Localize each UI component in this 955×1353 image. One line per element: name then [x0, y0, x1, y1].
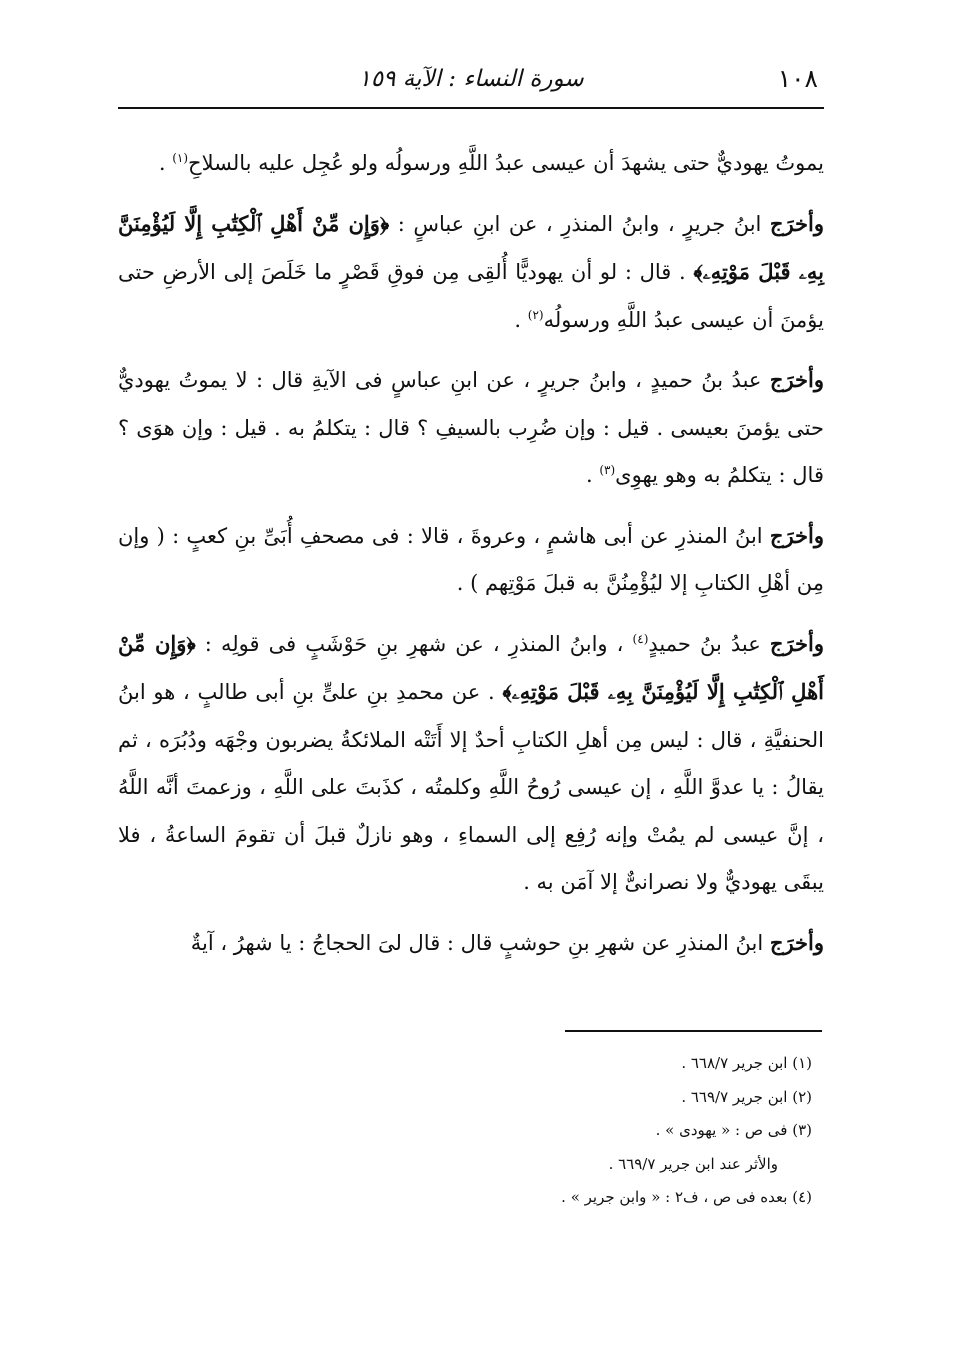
- footnote: (١) ابن جرير ٦٦٨/٧ .: [681, 1054, 812, 1072]
- paragraph: [118, 140, 824, 188]
- text-run: . قال : لو أن يهوديًّا أُلقِى مِن فوقِ قَصْرٍ ما خَلَصَ إلى الأرضِ حتى يؤمنَ أن عيسى عبدُ اللَّهِ ورسولُه: [118, 260, 824, 332]
- paragraph: [118, 512, 824, 608]
- paragraph-lead: وأخرَج: [769, 630, 824, 656]
- text-run: عبدُ بنُ حميدٍ ، وابنُ جريرٍ ، عن ابنِ عباسٍ فى الآيةِ قال : لا يموتُ يهوديٌّ حتى يؤمنَ بعيسى . قيل : وإن ضُرِب بالسيفِ ؟ قال : يتكلمُ به . قيل : وإن هوَى ؟ قال : يتكلمُ به وهو يهوِى: [118, 368, 824, 487]
- footnotes: [420, 1047, 812, 1215]
- footnote-ref: (٤): [632, 631, 649, 646]
- footnote: (٢) ابن جرير ٦٦٩/٧ .: [681, 1087, 812, 1106]
- text-run: .: [585, 463, 600, 487]
- page-header: [118, 58, 824, 102]
- footnote-rule: [565, 1030, 822, 1032]
- paragraph-lead: وأخرَج: [769, 522, 824, 548]
- text-run: . عن محمدِ بنِ علىٍّ بنِ أبى طالبٍ ، هو ابنُ الحنفيَّةِ ، قال : ليس مِن أهلِ الكتابِ أحدٌ إلا أَتَتْه الملائكةُ يضربون وجْهَه ودُبُرَه ، ثم يقالُ : يا عدوَّ اللَّهِ ، إن عيسى رُوحُ اللَّهِ وكلمتُه ، كذَبتَ على اللَّهِ ، وزعمتَ أنَّه اللَّهُ ، إنَّ عيسى لم يمُتْ وإنه رُفِع إلى السماءِ ، وهو نازلٌ قبلَ أن تقومَ الساعةُ ، فلا يبقَى يهوديٌّ ولا نصرانىٌّ إلا آمَن به .: [118, 680, 824, 894]
- text-run: يموتُ يهوديٌّ حتى يشهدَ أن عيسى عبدُ اللَّهِ ورسولُه ولو عُجِل عليه بالسلاحِ: [188, 151, 824, 175]
- page-number: ١٠٨: [777, 64, 818, 93]
- running-title: سورة النساء : الآية ١٥٩: [358, 66, 584, 92]
- paragraph-lead: وأخرَج: [769, 367, 824, 392]
- text-run: .: [514, 307, 528, 332]
- header-rule: [118, 107, 824, 109]
- text-run: عبدُ بنُ حميدٍ: [648, 631, 770, 656]
- footnote-ref: (٢): [527, 307, 544, 322]
- paragraph: [118, 620, 824, 907]
- quran-quote: ﴿وَإِن مِّنْ أَهْلِ ٱلْكِتَٰبِ إِلَّا لَيُؤْمِنَنَّ بِهِۦ قَبْلَ مَوْتِهِۦ﴾: [118, 210, 824, 284]
- text-run: ابنُ المنذرِ عن شهرِ بنِ حوشبٍ قال : قال لىَ الحجاجُ : يا شهرُ ، آيةٌ: [190, 930, 770, 955]
- text-run: .: [158, 151, 173, 175]
- footnote: (٣) فى ص : « يهودى » .: [655, 1121, 812, 1139]
- text-run: ، وابنُ المنذرِ ، عن شهرِ بنِ حَوْشَبٍ فى قولِه :: [195, 631, 633, 656]
- footnote: (٤) بعده فى ص ، ف٢ : « وابن جرير » .: [561, 1188, 812, 1206]
- paragraph: [118, 200, 824, 345]
- text-run: ابنُ جريرٍ ، وابنُ المنذرِ ، عن ابنِ عباسٍ :: [389, 211, 770, 236]
- main-text: [118, 140, 824, 979]
- paragraph: [118, 356, 824, 500]
- footnote-ref: (٣): [599, 463, 616, 477]
- paragraph-lead: وأخرَج: [769, 929, 824, 955]
- quran-quote: ﴿وَإِن مِّنْ أَهْلِ ٱلْكِتَٰبِ إِلَّا لَيُؤْمِنَنَّ بِهِۦ قَبْلَ مَوْتِهِۦ﴾: [118, 630, 824, 704]
- footnote-ref: (١): [172, 151, 189, 165]
- paragraph: [118, 919, 824, 968]
- text-run: ابنُ المنذرِ عن أبى هاشمٍ ، وعروةَ ، قالا : فى مصحفِ أُبَىِّ بنِ كعبٍ : ( وإن مِن أهْلِ الكتابِ إلا ليُؤْمِنُنَّ به قبلَ مَوْتِهم ) .: [118, 523, 824, 595]
- paragraph-lead: وأخرَج: [769, 210, 824, 236]
- footnote: والأثر عند ابن جرير ٦٦٩/٧ .: [608, 1154, 778, 1173]
